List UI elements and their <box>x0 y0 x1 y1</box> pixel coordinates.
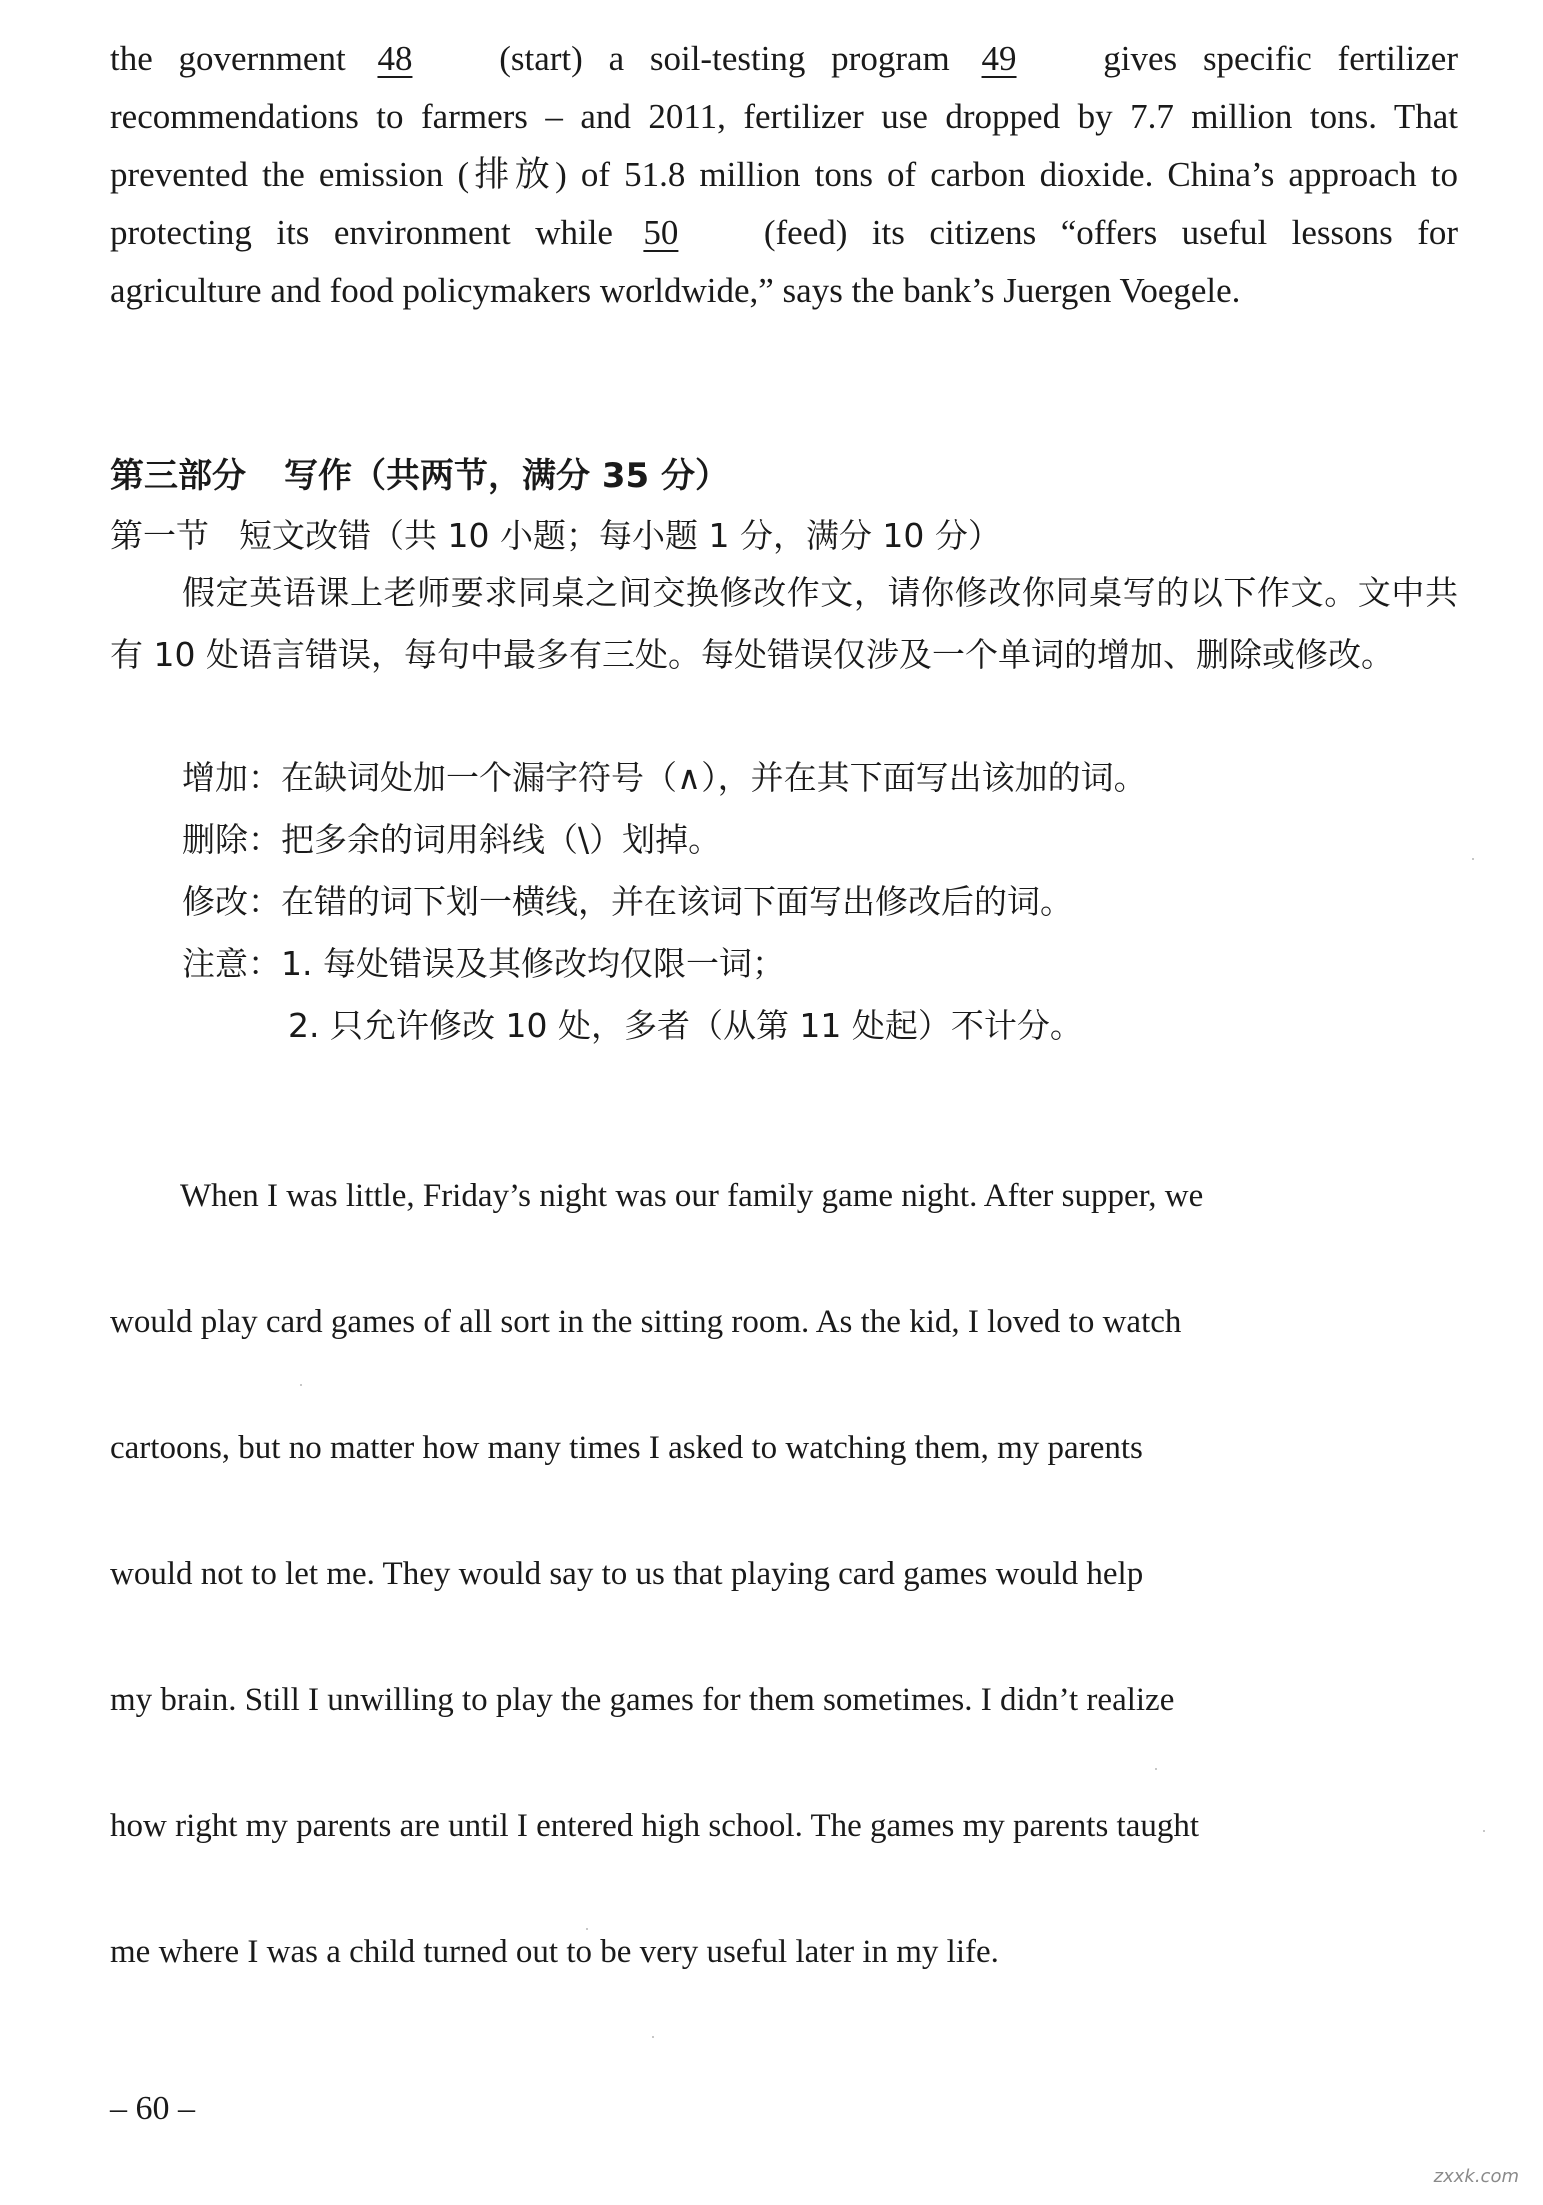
essay-line: would not to let me. They would say to us that playing card games would help <box>110 1556 1144 1592</box>
watermark-logo: zxxk.com <box>1433 2166 1519 2187</box>
passage-line <box>110 88 1458 146</box>
part-heading <box>110 510 1001 557</box>
modify-rule: 修改：在错的词下划一横线，并在该词下面写出修改后的词。 <box>182 882 1073 921</box>
passage-text: protecting its environment while <box>110 213 638 252</box>
passage-text: gives specific fertilizer <box>1103 39 1458 78</box>
passage-text: (start) a soil-testing program <box>499 39 976 78</box>
scan-speck <box>1483 1830 1485 1832</box>
section-heading <box>110 448 729 497</box>
section-subtitle: 写作（共两节，满分 35 分） <box>284 456 729 496</box>
essay-line: cartoons, but no matter how many times I asked to watching them, my parents <box>110 1430 1143 1466</box>
blank-49: 49 <box>981 39 1017 78</box>
scan-speck <box>1155 1768 1157 1770</box>
scan-speck <box>300 1384 302 1386</box>
part-title: 第一节 <box>110 516 209 555</box>
passage-text: the government <box>110 39 372 78</box>
scan-speck <box>1472 858 1474 860</box>
essay-line: my brain. Still I unwilling to play the games for them sometimes. I didn’t realize <box>110 1682 1175 1718</box>
essay-line: would play card games of all sort in the sitting room. As the kid, I loved to watch <box>110 1304 1182 1340</box>
note-2: 2. 只允许修改 10 处，多者（从第 11 处起）不计分。 <box>288 1006 1083 1045</box>
passage-line <box>110 146 1458 204</box>
essay-line: When I was little, Friday’s night was our family game night. After supper, we <box>180 1178 1204 1214</box>
passage-line <box>110 204 1458 262</box>
passage-text: prevented the emission (排放) of 51.8 million tons of carbon dioxide. China’s approach to <box>110 155 1458 194</box>
blank-50: 50 <box>643 213 679 252</box>
instructions: 假定英语课上老师要求同桌之间交换修改作文，请你修改你同桌写的以下作文。文中共有 10 处语言错误，每句中最多有三处。每处错误仅涉及一个单词的增加、删除或修改。 <box>110 573 1458 674</box>
essay-line: how right my parents are until I entered high school. The games my parents taught <box>110 1808 1200 1844</box>
passage-text: recommendations to farmers – and 2011, fertilizer use dropped by 7.7 million tons. That <box>110 97 1458 136</box>
delete-rule: 删除：把多余的词用斜线（\）划掉。 <box>182 820 722 859</box>
passage-text: (feed) its citizens “offers useful lessons for <box>763 213 1459 252</box>
part-subtitle: 短文改错（共 10 小题；每小题 1 分，满分 10 分） <box>239 516 1001 555</box>
scan-speck <box>652 2036 654 2038</box>
passage-line <box>110 262 1458 320</box>
blank-48: 48 <box>377 39 413 78</box>
page-number: – 60 – <box>110 2090 195 2127</box>
add-rule: 增加：在缺词处加一个漏字符号（∧），并在其下面写出该加的词。 <box>182 758 1147 797</box>
note-1: 注意：1. 每处错误及其修改均仅限一词； <box>182 944 785 983</box>
passage-text: agriculture and food policymakers worldwide,” says the bank’s Juergen Voegele. <box>110 271 1241 310</box>
passage-line <box>110 30 1458 88</box>
section-title: 第三部分 <box>110 456 246 496</box>
passage <box>110 30 1458 320</box>
scan-speck <box>586 1928 588 1930</box>
essay-line: me where I was a child turned out to be very useful later in my life. <box>110 1934 999 1970</box>
